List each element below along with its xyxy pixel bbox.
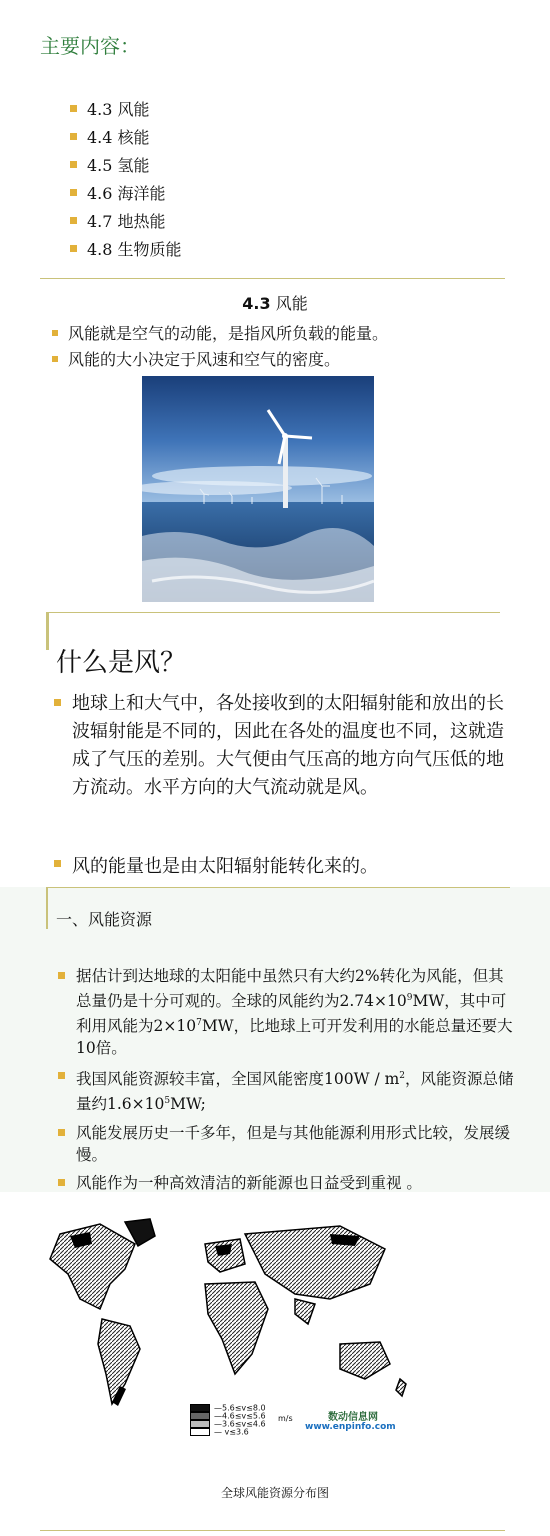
- wind-turbine-photo: [142, 376, 374, 602]
- legend-item: —3.6≤v≤4.6: [190, 1420, 266, 1428]
- list-item: 4.6 海洋能: [70, 180, 182, 208]
- bullet-icon: [54, 860, 61, 867]
- list-item: 风的能量也是由太阳辐射能转化来的。: [72, 852, 378, 878]
- bullet-icon: [58, 1129, 65, 1136]
- legend-item: —5.6≤v≤8.0: [190, 1404, 266, 1412]
- bullet-icon: [54, 699, 61, 706]
- bullet-icon: [52, 356, 58, 362]
- contents-section: [0, 0, 550, 282]
- divider: [40, 278, 505, 279]
- divider: [40, 1530, 505, 1531]
- legend-unit: m/s: [278, 1414, 293, 1423]
- list-item: 风能就是空气的动能，是指风所负载的能量。: [52, 321, 388, 344]
- watermark-url: www.enpinfo.com: [305, 1422, 396, 1432]
- wind-energy-slide: [0, 283, 550, 608]
- what-is-wind-slide: [0, 608, 550, 886]
- list-item: 4.4 核能: [70, 124, 182, 152]
- bullet-list: [76, 965, 516, 1200]
- contents-title: 主要内容：: [40, 34, 140, 58]
- list-item: 地球上和大气中，各处接收到的太阳辐射能和放出的长波辐射能是不同的，因此在各处的温度也不同，这就造成了气压的差别。大气便由气压高的地方向气压低的地方流动。水平方向的大气流动就是风。: [72, 690, 512, 802]
- legend-item: — v≤3.6: [190, 1428, 266, 1436]
- world-wind-map: [40, 1214, 420, 1416]
- bullet-icon: [52, 330, 58, 336]
- list-item: 风能发展历史一千多年，但是与其他能源利用形式比较，发展缓慢。: [76, 1122, 516, 1166]
- slide-title: 4.3 风能: [242, 294, 308, 313]
- bullet-icon: [58, 1179, 65, 1186]
- wind-map-section: [0, 1212, 550, 1536]
- list-item: 4.7 地热能: [70, 208, 182, 236]
- list-item: 4.5 氢能: [70, 152, 182, 180]
- divider: [46, 887, 48, 929]
- bullet-icon: [70, 133, 77, 140]
- bullet-icon: [70, 161, 77, 168]
- divider: [46, 612, 500, 613]
- map-legend: [190, 1404, 266, 1436]
- slide-heading: 什么是风？: [56, 648, 187, 678]
- slide-heading: 一、风能资源: [56, 910, 153, 929]
- list-item: 4.3 风能: [70, 96, 182, 124]
- wind-resources-slide: [0, 887, 550, 1192]
- bullet-icon: [58, 972, 65, 979]
- list-item: 风能的大小决定于风速和空气的密度。: [52, 347, 340, 370]
- legend-item: —4.6≤v≤5.6: [190, 1412, 266, 1420]
- watermark: 数动信息网: [328, 1412, 378, 1423]
- bullet-icon: [70, 105, 77, 112]
- list-item: 4.8 生物质能: [70, 236, 182, 264]
- divider: [46, 612, 49, 650]
- divider: [46, 887, 510, 888]
- list-item: 据估计到达地球的太阳能中虽然只有大约2%转化为风能，但其总量仍是十分可观的。全球的风能约为$2.74\times 10^9MW$，其中可利用风能为$2\times 10^7MW$，比地球上可开发利用的水能总量还要大10倍。: [76, 965, 516, 1059]
- bullet-icon: [70, 245, 77, 252]
- bullet-icon: [70, 217, 77, 224]
- contents-list: [70, 96, 182, 264]
- list-item: 我国风能资源较丰富，全国风能密度$100W / m^2$，风能资源总储量约$1.6\times 10^5MW$;: [76, 1065, 516, 1115]
- list-item: 风能作为一种高效清洁的新能源也日益受到重视 。: [76, 1172, 516, 1194]
- bullet-icon: [70, 189, 77, 196]
- map-caption: 全球风能资源分布图: [220, 1486, 329, 1500]
- bullet-icon: [58, 1072, 65, 1079]
